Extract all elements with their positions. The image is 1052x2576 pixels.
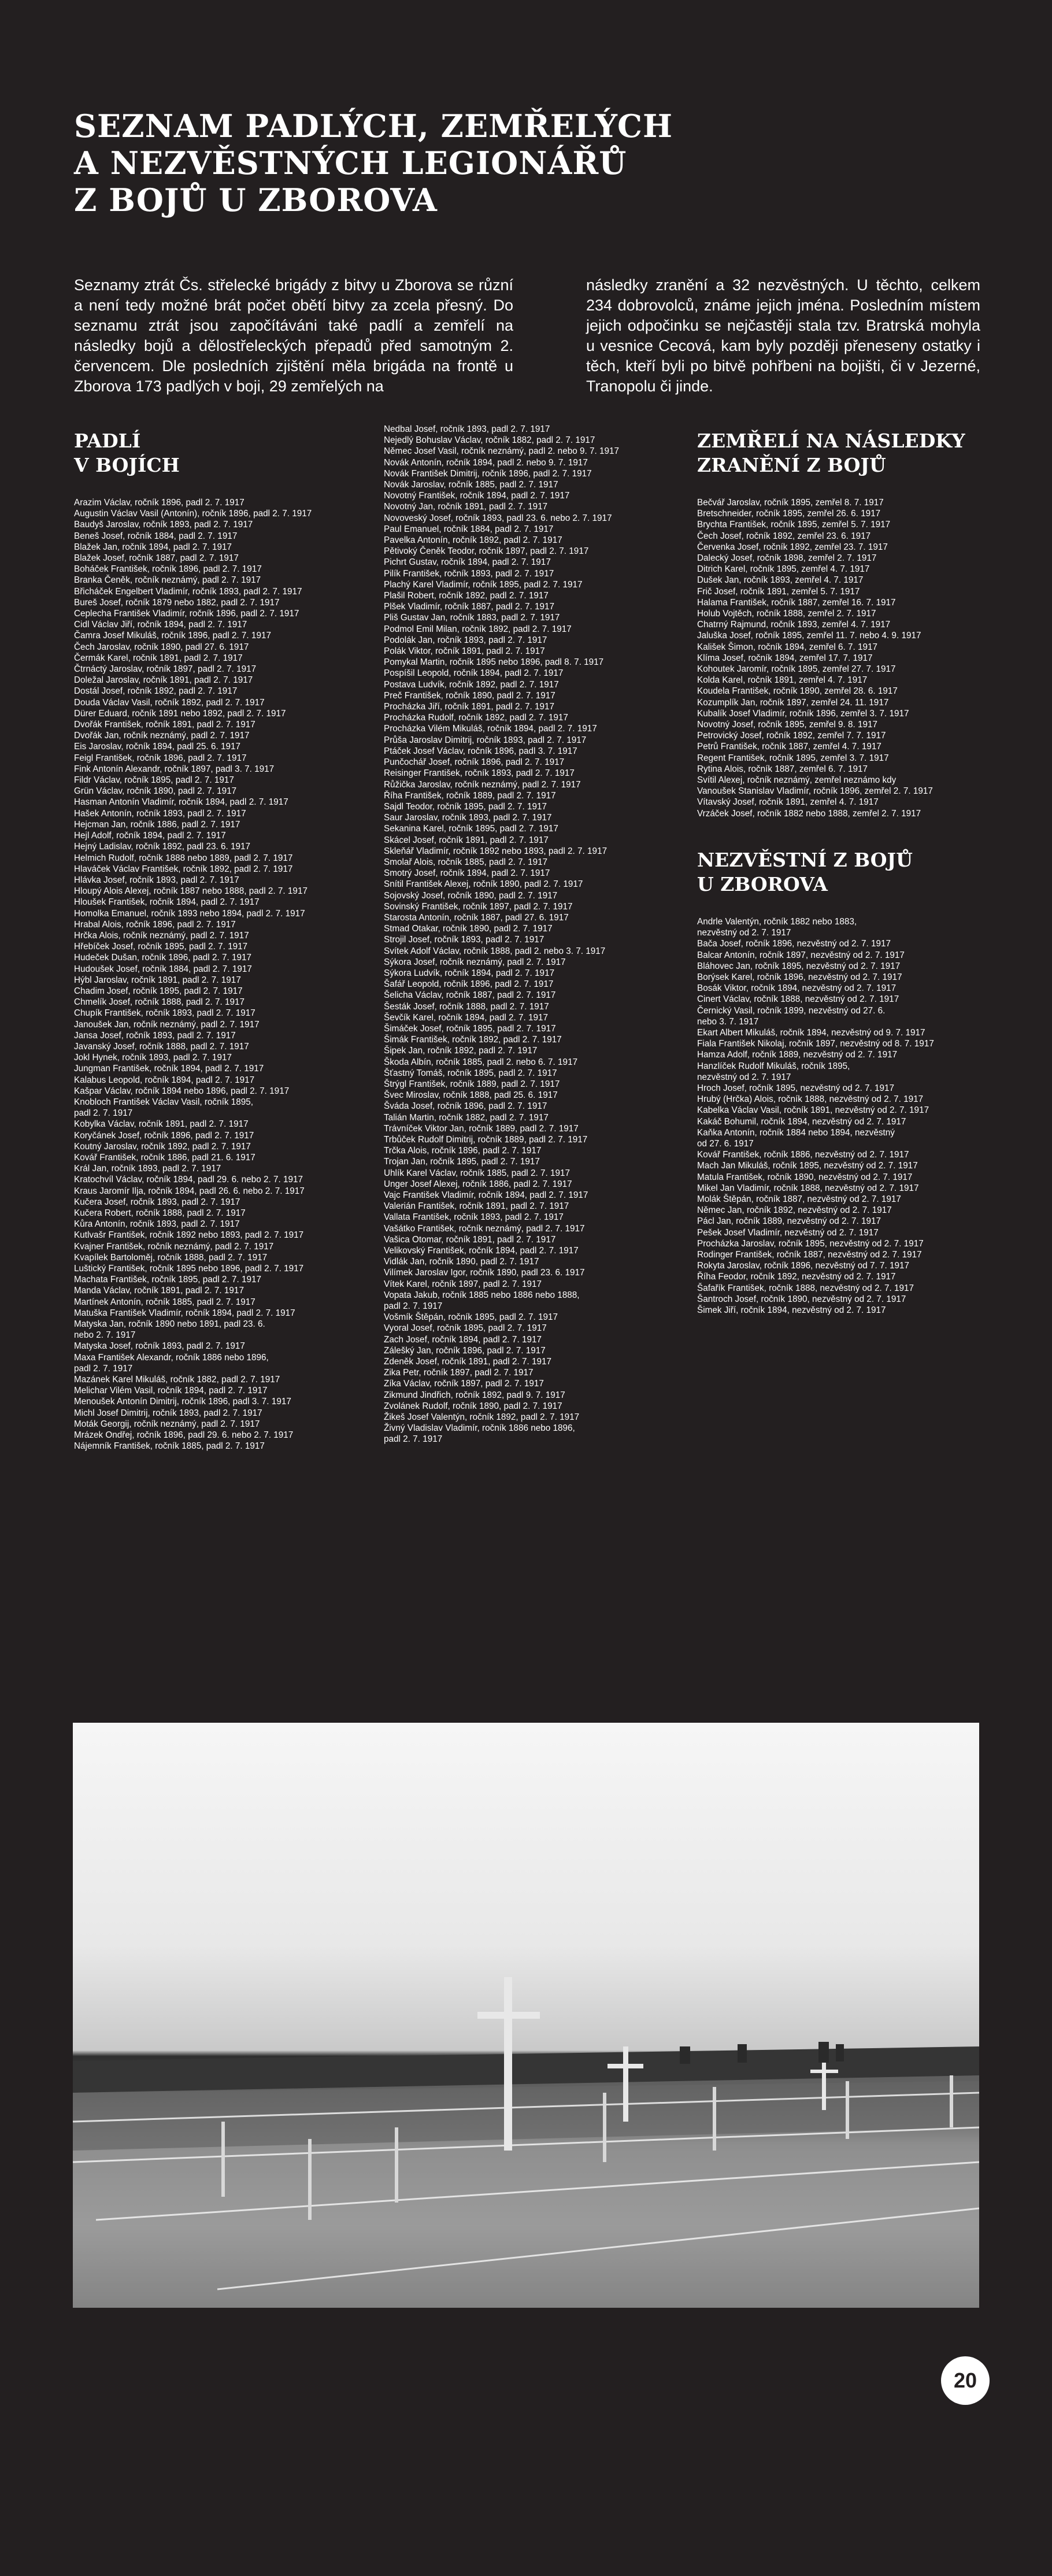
fallen-entry: Průša Jaroslav Dimitrij, ročník 1893, padl 2. 7. 1917: [384, 735, 587, 745]
fallen-entry: Jokl Hynek, ročník 1893, padl 2. 7. 1917: [74, 1053, 232, 1063]
fallen-entry: Vopata Jakub, ročník 1885 nebo 1886 nebo 1888,: [384, 1290, 580, 1300]
died-entry: Vítavský Josef, ročník 1891, zemřel 4. 7. 1917: [697, 797, 879, 808]
fallen-entry: Hloupý Alois Alexej, ročník 1887 nebo 1888, padl 2. 7. 1917: [74, 886, 308, 897]
died-entry: Novotný Josef, ročník 1895, zemřel 9. 8. 1917: [697, 720, 878, 730]
fallen-entry: Šimák František, ročník 1892, padl 2. 7. 1917: [384, 1035, 562, 1045]
fallen-entry: Koryčánek Josef, ročník 1896, padl 2. 7. 1917: [74, 1130, 254, 1141]
died-entry: Petrů František, ročník 1887, zemřel 4. 7. 1917: [697, 742, 881, 752]
missing-entry: nezvěstný od 2. 7. 1917: [697, 1072, 791, 1082]
died-entry: Bečvář Jaroslav, ročník 1895, zemřel 8. 7. 1917: [697, 498, 884, 508]
fallen-entry: Podmol Emil Milan, ročník 1892, padl 2. 7. 1917: [384, 624, 572, 634]
historical-photo-graves: [73, 1723, 979, 2308]
died-entry: Dalecký Josef, ročník 1898, zemřel 2. 7. 1917: [697, 553, 877, 564]
fallen-entry: Trojan Jan, ročník 1895, padl 2. 7. 1917: [384, 1157, 540, 1167]
fallen-entry: Mrázek Ondřej, ročník 1896, padl 29. 6. nebo 2. 7. 1917: [74, 1430, 294, 1441]
missing-entry: Šimek Jiří, ročník 1894, nezvěstný od 2. 7. 1917: [697, 1305, 886, 1315]
missing-entry: Pácl Jan, ročník 1889, nezvěstný od 2. 7. 1917: [697, 1216, 881, 1227]
fallen-entry: padl 2. 7. 1917: [384, 1434, 443, 1445]
fallen-entry: Hudeček Dušan, ročník 1896, padl 2. 7. 1917: [74, 953, 251, 963]
fallen-entry: Polák Viktor, ročník 1891, padl 2. 7. 1917: [384, 646, 545, 657]
fallen-entry: Sekanina Karel, ročník 1895, padl 2. 7. 1917: [384, 824, 558, 834]
died-entry: Brychta František, ročník 1895, zemřel 5. 7. 1917: [697, 520, 891, 530]
fallen-entry: Vašátko František, ročník neznámý, padl 2. 7. 1917: [384, 1223, 585, 1234]
section-heading-fallen: [74, 429, 375, 478]
missing-entry: Kaňka Antonín, ročník 1884 nebo 1894, nezvěstný: [697, 1127, 895, 1138]
fallen-entry: Pichrt Gustav, ročník 1894, padl 2. 7. 1917: [384, 557, 551, 568]
section-heading-missing: [697, 848, 998, 897]
fallen-entry: Douda Václav Vasil, ročník 1892, padl 2. 7. 1917: [74, 697, 265, 708]
fallen-entry: Šťastný Tomáš, ročník 1895, padl 2. 7. 1917: [384, 1068, 557, 1078]
missing-entry: nezvěstný od 2. 7. 1917: [697, 928, 791, 938]
fallen-entry: Čermák Karel, ročník 1891, padl 2. 7. 1917: [74, 653, 243, 663]
fallen-entry: Vilímek Jaroslav Igor, ročník 1890, padl 23. 6. 1917: [384, 1268, 585, 1278]
missing-entry: Pešek Josef Vladimír, nezvěstný od 2. 7. 1917: [697, 1227, 879, 1238]
died-entry: Vanoušek Stanislav Vladimír, ročník 1896, zemřel 2. 7. 1917: [697, 786, 933, 797]
fallen-entry: Šimáček Josef, ročník 1895, padl 2. 7. 1917: [384, 1023, 556, 1034]
died-entry: Holub Vojtěch, ročník 1888, zemřel 2. 7. 1917: [697, 609, 876, 619]
died-entry: Kubalík Josef Vladimír, ročník 1896, zemřel 3. 7. 1917: [697, 708, 909, 719]
fallen-entry: Pavelka Antonín, ročník 1892, padl 2. 7. 1917: [384, 535, 562, 546]
title-line: A NEZVĚSTNÝCH LEGIONÁŘŮ: [74, 145, 627, 182]
missing-entry: Borýsek Karel, ročník 1896, nezvěstný od 2. 7. 1917: [697, 972, 902, 982]
heading-line: ZEMŘELÍ NA NÁSLEDKY: [697, 430, 965, 452]
intro-text-left: Seznamy ztrát Čs. střelecké brigády z bitvy u Zborova se různí a není tedy možné brát počet obětí bitvy za zcela přesný. Do seznamu ztrát jsou započítáváni také padlí a zemřelí na následky bojů a dělostřeleckých přepadů před samotným 2. červencem. Dle posledních zjištění měla brigáda na frontě u Zborova 173 padlých v boji, 29 zemřelých na: [74, 276, 513, 395]
fallen-entry: Hašek Antonín, ročník 1893, padl 2. 7. 1917: [74, 808, 246, 819]
page-title: [74, 108, 710, 219]
died-entry: Kališek Šimon, ročník 1894, zemřel 6. 7. 1917: [697, 642, 878, 652]
fallen-entry: Fildr Václav, ročník 1895, padl 2. 7. 1917: [74, 775, 234, 786]
fallen-entry: Blažek Josef, ročník 1887, padl 2. 7. 1917: [74, 553, 239, 564]
fallen-entry: Trávníček Viktor Jan, ročník 1889, padl 2. 7. 1917: [384, 1123, 579, 1134]
title-line: Z BOJŮ U ZBOROVA: [74, 182, 438, 219]
fallen-entry: Trbůček Rudolf Dimitrij, ročník 1889, padl 2. 7. 1917: [384, 1135, 588, 1145]
fallen-entry: Zach Josef, ročník 1894, padl 2. 7. 1917: [384, 1334, 542, 1345]
fallen-entry: Vošmík Štěpán, ročník 1895, padl 2. 7. 1917: [384, 1312, 558, 1323]
fallen-entry: Hudoušek Josef, ročník 1884, padl 2. 7. 1917: [74, 964, 252, 974]
fallen-entry: Melichar Vilém Vasil, ročník 1894, padl 2. 7. 1917: [74, 1386, 268, 1396]
missing-entry: Mikel Jan Vladimír, ročník 1888, nezvěstný od 2. 7. 1917: [697, 1183, 919, 1193]
fallen-entry: Švec Miroslav, ročník 1888, padl 25. 6. 1917: [384, 1090, 558, 1101]
missing-entry: Kovář František, ročník 1886, nezvěstný od 2. 7. 1917: [697, 1150, 909, 1160]
died-entry: Svítil Alexej, ročník neznámý, zemřel neznámo kdy: [697, 775, 897, 786]
fallen-entry: Manda Václav, ročník 1891, padl 2. 7. 1917: [74, 1286, 244, 1296]
fallen-entry: Augustin Václav Vasil (Antonín), ročník 1896, padl 2. 7. 1917: [74, 509, 312, 519]
fallen-entry: Hrabal Alois, ročník 1896, padl 2. 7. 1917: [74, 919, 236, 930]
fallen-entry: Novoveský Josef, ročník 1893, padl 23. 6. nebo 2. 7. 1917: [384, 513, 612, 523]
fallen-entry: Velikovský František, ročník 1894, padl 2. 7. 1917: [384, 1246, 579, 1256]
fallen-entry: Plašil Robert, ročník 1892, padl 2. 7. 1917: [384, 591, 549, 601]
fallen-entry: Saur Jaroslav, ročník 1893, padl 2. 7. 1917: [384, 813, 552, 823]
fallen-entry: Čtrnáctý Jaroslav, ročník 1897, padl 2. 7. 1917: [74, 664, 257, 675]
fallen-entry: Matyska Jan, ročník 1890 nebo 1891, padl 23. 6.: [74, 1319, 265, 1330]
heading-line: ZRANĚNÍ Z BOJŮ: [697, 454, 886, 476]
missing-entry: od 27. 6. 1917: [697, 1138, 754, 1149]
missing-entry: Rodinger František, ročník 1887, nezvěstný od 2. 7. 1917: [697, 1249, 922, 1260]
fallen-entry: Břicháček Engelbert Vladimír, ročník 1893, padl 2. 7. 1917: [74, 586, 302, 597]
fallen-entry: Kraus Jaromír Ilja, ročník 1894, padl 26. 6. nebo 2. 7. 1917: [74, 1186, 305, 1196]
fallen-entry: Novotný František, ročník 1894, padl 2. 7. 1917: [384, 491, 570, 501]
missing-entry: Matula František, ročník 1890, nezvěstný od 2. 7. 1917: [697, 1172, 913, 1182]
missing-entry: Šafařík František, ročník 1888, nezvěstný od 2. 7. 1917: [697, 1283, 914, 1293]
fallen-entry: Boháček František, ročník 1896, padl 2. 7. 1917: [74, 564, 262, 575]
fallen-entry: Kašpar Václav, ročník 1894 nebo 1896, padl 2. 7. 1917: [74, 1086, 290, 1096]
heading-line: NEZVĚSTNÍ Z BOJŮ: [697, 848, 913, 871]
died-entry: Bretschneider, ročník 1895, zemřel 26. 6. 1917: [697, 509, 881, 519]
missing-entry: Říha Feodor, ročník 1892, nezvěstný od 2. 7. 1917: [697, 1272, 896, 1282]
fallen-entry: Pospíšil Leopold, ročník 1894, padl 2. 7. 1917: [384, 668, 564, 679]
fallen-entry: Říha František, ročník 1889, padl 2. 7. 1917: [384, 790, 556, 801]
section-heading-died: [697, 429, 998, 478]
died-list: [697, 497, 998, 819]
died-entry: Halama František, ročník 1887, zemřel 16. 7. 1917: [697, 597, 896, 608]
missing-entry: Kabelka Václav Vasil, ročník 1891, nezvěstný od 2. 7. 1917: [697, 1105, 929, 1116]
fallen-entry: Mazánek Karel Mikuláš, ročník 1882, padl 2. 7. 1917: [74, 1375, 280, 1385]
intro-text-right: následky zranění a 32 nezvěstných. U těchto, celkem 234 dobrovolců, známe jejich jména. Posledním místem jejich odpočinku se nejčastěji stala tzv. Bratrská mohyla u vesnice Cecová, kam byly později přeneseny ostatky i těch, kteří byli po bitvě pohřbeni na bojišti, či v Jezerné, Tranopolu či jinde.: [586, 276, 980, 395]
fallen-entry: Kutlvašr František, ročník 1892 nebo 1893, padl 2. 7. 1917: [74, 1230, 304, 1241]
fallen-entry: Kůra Antonín, ročník 1893, padl 2. 7. 1917: [74, 1219, 240, 1230]
missing-entry: Ekart Albert Mikuláš, ročník 1894, nezvěstný od 9. 7. 1917: [697, 1027, 925, 1038]
fallen-entry: Starosta Antonín, ročník 1887, padl 27. 6. 1917: [384, 912, 569, 923]
died-entry: Kohoutek Jaromír, ročník 1895, zemřel 27. 7. 1917: [697, 664, 896, 675]
fallen-entry: Knobloch František Václav Vasil, ročník 1895,: [74, 1097, 254, 1107]
fallen-entry: Chmelík Josef, ročník 1888, padl 2. 7. 1917: [74, 997, 245, 1008]
died-entry: Červenka Josef, ročník 1892, zemřel 23. 7. 1917: [697, 542, 888, 552]
fallen-entry: Ptáček Josef Václav, ročník 1896, padl 3. 7. 1917: [384, 746, 577, 756]
fallen-entry: Ceplecha František Vladimír, ročník 1896, padl 2. 7. 1917: [74, 609, 299, 619]
died-entry: Kozumplík Jan, ročník 1897, zemřel 24. 11. 1917: [697, 697, 889, 708]
fallen-entry: Němec Josef Vasil, ročník neznámý, padl 2. nebo 9. 7. 1917: [384, 446, 620, 457]
fallen-entry: Ševčík Karel, ročník 1894, padl 2. 7. 1917: [384, 1012, 549, 1023]
fallen-entry: Král Jan, ročník 1893, padl 2. 7. 1917: [74, 1164, 221, 1174]
fallen-entry: Koutný Jaroslav, ročník 1892, padl 2. 7. 1917: [74, 1141, 251, 1152]
fallen-entry: Janoušek Jan, ročník neznámý, padl 2. 7. 1917: [74, 1019, 260, 1030]
missing-entry: Molák Štěpán, ročník 1887, nezvěstný od 2. 7. 1917: [697, 1194, 901, 1204]
fallen-entry: Procházka Vilém Mikuláš, ročník 1894, padl 2. 7. 1917: [384, 724, 597, 734]
fallen-entry: Eis Jaroslav, ročník 1894, padl 25. 6. 1917: [74, 742, 240, 752]
fallen-entry: Kvajner František, ročník neznámý, padl 2. 7. 1917: [74, 1241, 274, 1252]
fallen-column-2: [384, 424, 684, 1445]
fallen-entry: Reisinger František, ročník 1893, padl 2. 7. 1917: [384, 768, 575, 779]
missing-entry: Němec Jan, ročník 1892, nezvěstný od 2. 7. 1917: [697, 1205, 892, 1216]
fallen-entry: Svítek Adolf Václav, ročník 1888, padl 2. nebo 3. 7. 1917: [384, 946, 606, 956]
missing-entry: Bláhovec Jan, ročník 1895, nezvěstný od 2. 7. 1917: [697, 961, 901, 971]
fallen-entry: Šesták Josef, ročník 1888, padl 2. 7. 1917: [384, 1001, 549, 1012]
fallen-entry: Růžička Jaroslav, ročník neznámý, padl 2. 7. 1917: [384, 779, 581, 790]
missing-entry: Kakáč Bohumil, ročník 1894, nezvěstný od 2. 7. 1917: [697, 1116, 906, 1127]
missing-list: [697, 916, 998, 1316]
missing-entry: Hrubý (Hrčka) Alois, ročník 1888, nezvěstný od 2. 7. 1917: [697, 1094, 924, 1105]
fallen-entry: Sajdl Teodor, ročník 1895, padl 2. 7. 1917: [384, 801, 547, 812]
heading-line: V BOJÍCH: [74, 454, 180, 476]
fallen-entry: Chadim Josef, ročník 1895, padl 2. 7. 1917: [74, 986, 243, 996]
fallen-entry: Hejný Ladislav, ročník 1892, padl 23. 6. 1917: [74, 842, 251, 852]
fallen-entry: Hloušek František, ročník 1894, padl 2. 7. 1917: [74, 897, 260, 908]
fallen-entry: Trčka Alois, ročník 1896, padl 2. 7. 1917: [384, 1146, 542, 1156]
fallen-entry: Plšek Vladimír, ročník 1887, padl 2. 7. 1917: [384, 602, 555, 612]
fallen-entry: Kratochvíl Václav, ročník 1894, padl 29. 6. nebo 2. 7. 1917: [74, 1175, 303, 1185]
fallen-entry: Procházka Rudolf, ročník 1892, padl 2. 7. 1917: [384, 713, 568, 723]
fallen-entry: Talián Martin, ročník 1882, padl 2. 7. 1917: [384, 1112, 549, 1123]
missing-entry: Rokyta Jaroslav, ročník 1896, nezvěstný od 7. 7. 1917: [697, 1261, 910, 1271]
fallen-entry: Škoda Albín, ročník 1885, padl 2. nebo 6. 7. 1917: [384, 1057, 578, 1067]
fallen-entry: Hlávka Josef, ročník 1893, padl 2. 7. 1917: [74, 875, 239, 885]
missing-entry: Fiala František Nikolaj, ročník 1897, nezvěstný od 8. 7. 1917: [697, 1039, 934, 1049]
fallen-entry: Novák František Dimitrij, ročník 1896, padl 2. 7. 1917: [384, 468, 592, 479]
died-entry: Dušek Jan, ročník 1893, zemřel 4. 7. 1917: [697, 575, 864, 586]
died-entry: Frič Josef, ročník 1891, zemřel 5. 7. 1917: [697, 586, 860, 597]
fallen-entry: Uhlík Karel Václav, ročník 1885, padl 2. 7. 1917: [384, 1168, 570, 1178]
fallen-entry: Hasman Antonín Vladimír, ročník 1894, padl 2. 7. 1917: [74, 797, 288, 808]
fallen-entry: Šafář Leopold, ročník 1896, padl 2. 7. 1917: [384, 979, 554, 990]
fallen-entry: Zdeněk Josef, ročník 1891, padl 2. 7. 1917: [384, 1357, 551, 1367]
fallen-entry: Matyska Josef, ročník 1893, padl 2. 7. 1917: [74, 1341, 245, 1352]
fallen-entry: Homolka Emanuel, ročník 1893 nebo 1894, padl 2. 7. 1917: [74, 908, 305, 919]
fallen-entry: Šváda Josef, ročník 1896, padl 2. 7. 1917: [384, 1101, 547, 1112]
fallen-entry: Preč František, ročník 1890, padl 2. 7. 1917: [384, 690, 555, 701]
fallen-entry: Nedbal Josef, ročník 1893, padl 2. 7. 1917: [384, 424, 550, 434]
fallen-entry: Machata František, ročník 1895, padl 2. 7. 1917: [74, 1275, 261, 1285]
fallen-entry: Matuška František Vladimír, ročník 1894, padl 2. 7. 1917: [74, 1308, 295, 1318]
fallen-list-1: [74, 497, 375, 1452]
fallen-entry: Javanský Josef, ročník 1888, padl 2. 7. 1917: [74, 1041, 249, 1052]
fallen-entry: Novák Jaroslav, ročník 1885, padl 2. 7. 1917: [384, 480, 558, 490]
fallen-column-1: [74, 429, 375, 1452]
fallen-entry: Arazim Václav, ročník 1896, padl 2. 7. 1917: [74, 498, 245, 508]
fallen-entry: Zálešký Jan, ročník 1896, padl 2. 7. 1917: [384, 1345, 546, 1356]
fallen-entry: Žikeš Josef Valentýn, ročník 1892, padl 2. 7. 1917: [384, 1412, 580, 1423]
fallen-entry: Novák Antonín, ročník 1894, padl 2. nebo 9. 7. 1917: [384, 457, 588, 468]
fallen-entry: Vašica Otomar, ročník 1891, padl 2. 7. 1917: [384, 1234, 556, 1245]
fallen-entry: Šelicha Václav, ročník 1887, padl 2. 7. 1917: [384, 990, 556, 1001]
fallen-entry: Dürer Eduard, ročník 1891 nebo 1892, padl 2. 7. 1917: [74, 708, 286, 719]
missing-entry: Mach Jan Mikuláš, ročník 1895, nezvěstný od 2. 7. 1917: [697, 1161, 918, 1171]
died-entry: Kolda Karel, ročník 1891, zemřel 4. 7. 1917: [697, 675, 868, 686]
heading-line: U ZBOROVA: [697, 872, 828, 895]
fallen-list-2: [384, 424, 684, 1445]
fallen-entry: Pětivoký Čeněk Teodor, ročník 1897, padl 2. 7. 1917: [384, 546, 589, 557]
fallen-entry: Vallata František, ročník 1893, padl 2. 7. 1917: [384, 1212, 564, 1223]
fallen-entry: Strojil Josef, ročník 1893, padl 2. 7. 1917: [384, 935, 544, 945]
died-entry: Čech Josef, ročník 1892, zemřel 23. 6. 1917: [697, 531, 871, 541]
fallen-entry: Pliš Gustav Jan, ročník 1883, padl 2. 7. 1917: [384, 613, 560, 623]
fallen-entry: Smolař Alois, ročník 1885, padl 2. 7. 1917: [384, 857, 548, 867]
fallen-entry: Grün Václav, ročník 1890, padl 2. 7. 1917: [74, 786, 237, 797]
heading-line: PADLÍ: [74, 430, 141, 452]
fallen-entry: Hejl Adolf, ročník 1894, padl 2. 7. 1917: [74, 831, 226, 841]
fallen-entry: Sýkora Ludvík, ročník 1894, padl 2. 7. 1917: [384, 968, 555, 978]
fallen-entry: Hýbl Jaroslav, ročník 1891, padl 2. 7. 1917: [74, 975, 241, 985]
fallen-entry: Branka Čeněk, ročník neznámý, padl 2. 7. 1917: [74, 575, 261, 586]
fallen-entry: Sovinský František, ročník 1897, padl 2. 7. 1917: [384, 901, 573, 912]
fallen-entry: Skácel Josef, ročník 1891, padl 2. 7. 1917: [384, 835, 549, 845]
died-entry: Klíma Josef, ročník 1894, zemřel 17. 7. 1917: [697, 653, 873, 663]
missing-entry: Andrle Valentýn, ročník 1882 nebo 1883,: [697, 916, 857, 927]
missing-entry: Bača Josef, ročník 1896, nezvěstný od 2. 7. 1917: [697, 939, 891, 949]
fallen-entry: Snítil František Alexej, ročník 1890, padl 2. 7. 1917: [384, 879, 583, 890]
fallen-entry: Dvořák Jan, ročník neznámý, padl 2. 7. 1917: [74, 731, 250, 741]
fallen-entry: Sýkora Josef, ročník neznámý, padl 2. 7. 1917: [384, 957, 566, 967]
title-line: SEZNAM PADLÝCH, ZEMŘELÝCH: [74, 108, 673, 145]
page-number: 20: [941, 2356, 990, 2405]
fallen-entry: Kučera Josef, ročník 1893, padl 2. 7. 1917: [74, 1197, 240, 1207]
fallen-entry: Kučera Robert, ročník 1888, padl 2. 7. 1917: [74, 1208, 246, 1218]
fallen-entry: Dvořák František, ročník 1891, padl 2. 7. 1917: [74, 720, 255, 730]
died-entry: Chatrný Rajmund, ročník 1893, zemřel 4. 7. 1917: [697, 620, 891, 630]
died-entry: Regent František, ročník 1895, zemřel 3. 7. 1917: [697, 753, 889, 763]
fallen-entry: Štrýgl František, ročník 1889, padl 2. 7. 1917: [384, 1079, 560, 1089]
died-entry: Petrovický Josef, ročník 1892, zemřel 7. 7. 1917: [697, 731, 886, 741]
fallen-entry: Beneš Josef, ročník 1884, padl 2. 7. 1917: [74, 531, 238, 541]
fallen-entry: Kovář František, ročník 1886, padl 21. 6. 1917: [74, 1152, 255, 1163]
fallen-entry: Kvapílek Bartoloměj, ročník 1888, padl 2. 7. 1917: [74, 1252, 268, 1263]
missing-entry: Hanzlíček Rudolf Mikuláš, ročník 1895,: [697, 1061, 850, 1071]
fallen-entry: Podolák Jan, ročník 1893, padl 2. 7. 1917: [384, 635, 547, 645]
died-entry: Ditrich Karel, ročník 1895, zemřel 4. 7. 1917: [697, 564, 870, 575]
missing-entry: Balcar Antonín, ročník 1897, nezvěstný od 2. 7. 1917: [697, 950, 905, 960]
fallen-entry: Pomykal Martin, ročník 1895 nebo 1896, padl 8. 7. 1917: [384, 657, 604, 668]
missing-entry: nebo 3. 7. 1917: [697, 1016, 759, 1027]
fallen-entry: Dostál Josef, ročník 1892, padl 2. 7. 1917: [74, 686, 238, 697]
missing-entry: Hroch Josef, ročník 1895, nezvěstný od 2. 7. 1917: [697, 1083, 894, 1093]
fallen-entry: Fink Antonín Alexandr, ročník 1897, padl 3. 7. 1917: [74, 764, 275, 774]
fallen-entry: Cidl Václav Jiří, ročník 1894, padl 2. 7. 1917: [74, 620, 247, 630]
died-column: [697, 429, 998, 1316]
fallen-entry: Feigl František, ročník 1896, padl 2. 7. 1917: [74, 753, 247, 763]
fallen-entry: Postava Ludvík, ročník 1892, padl 2. 7. 1917: [384, 679, 559, 690]
fallen-entry: Skleňář Vladimír, ročník 1892 nebo 1893, padl 2. 7. 1917: [384, 846, 608, 856]
fallen-entry: Punčochář Josef, ročník 1896, padl 2. 7. 1917: [384, 757, 565, 768]
fallen-entry: nebo 2. 7. 1917: [74, 1330, 136, 1341]
fallen-entry: Vyoral Josef, ročník 1895, padl 2. 7. 1917: [384, 1323, 547, 1334]
fallen-entry: Zíka Václav, ročník 1897, padl 2. 7. 1917: [384, 1379, 544, 1389]
died-entry: Jaluška Josef, ročník 1895, zemřel 11. 7. nebo 4. 9. 1917: [697, 631, 921, 641]
fallen-entry: Kalabus Leopold, ročník 1894, padl 2. 7. 1917: [74, 1075, 255, 1085]
died-entry: Rytina Alois, ročník 1887, zemřel 6. 7. 1917: [697, 764, 868, 774]
fallen-entry: Michl Josef Dimitrij, ročník 1893, padl 2. 7. 1917: [74, 1408, 262, 1418]
fallen-entry: Martínek Antonín, ročník 1885, padl 2. 7. 1917: [74, 1297, 255, 1307]
fallen-entry: Paul Emanuel, ročník 1884, padl 2. 7. 1917: [384, 524, 554, 534]
fallen-entry: Sojovský Josef, ročník 1890, padl 2. 7. 1917: [384, 890, 558, 901]
missing-entry: Procházka Jaroslav, ročník 1895, nezvěstný od 2. 7. 1917: [697, 1238, 924, 1249]
fallen-entry: Menoušek Antonín Dimitrij, ročník 1896, padl 3. 7. 1917: [74, 1397, 291, 1407]
missing-entry: Šantroch Josef, ročník 1890, nezvěstný od 2. 7. 1917: [697, 1294, 906, 1304]
fallen-entry: Maxa František Alexandr, ročník 1886 nebo 1896,: [74, 1352, 269, 1363]
fallen-entry: Luštický František, ročník 1895 nebo 1896, padl 2. 7. 1917: [74, 1264, 304, 1274]
fallen-entry: padl 2. 7. 1917: [384, 1301, 443, 1312]
fallen-entry: Zvolánek Rudolf, ročník 1890, padl 2. 7. 1917: [384, 1401, 562, 1411]
fallen-entry: Zikmund Jindřich, ročník 1892, padl 9. 7. 1917: [384, 1390, 565, 1400]
fallen-entry: Čamra Josef Mikuláš, ročník 1896, padl 2. 7. 1917: [74, 631, 271, 641]
fallen-entry: Doležal Jaroslav, ročník 1891, padl 2. 7. 1917: [74, 675, 253, 686]
fallen-entry: Nájemník František, ročník 1885, padl 2. 7. 1917: [74, 1441, 265, 1452]
fallen-entry: Vidlák Jan, ročník 1890, padl 2. 7. 1917: [384, 1257, 539, 1267]
fallen-entry: Kobylka Václav, ročník 1891, padl 2. 7. 1917: [74, 1119, 249, 1130]
fallen-entry: Hřebíček Josef, ročník 1895, padl 2. 7. 1917: [74, 942, 248, 952]
fallen-entry: padl 2. 7. 1917: [74, 1363, 133, 1374]
fallen-entry: Hejcman Jan, ročník 1886, padl 2. 7. 1917: [74, 819, 240, 830]
fallen-entry: Smotrý Josef, ročník 1894, padl 2. 7. 1917: [384, 868, 550, 879]
fallen-entry: Stmad Otakar, ročník 1890, padl 2. 7. 1917: [384, 924, 553, 934]
fallen-entry: Novotný Jan, ročník 1891, padl 2. 7. 1917: [384, 502, 548, 512]
fallen-entry: Vítek Karel, ročník 1897, padl 2. 7. 1917: [384, 1279, 542, 1289]
fallen-entry: Pilík František, ročník 1893, padl 2. 7. 1917: [384, 568, 554, 579]
fallen-entry: Blažek Jan, ročník 1894, padl 2. 7. 1917: [74, 542, 232, 552]
died-entry: Koudela František, ročník 1890, zemřel 28. 6. 1917: [697, 686, 898, 697]
fallen-entry: Hrčka Alois, ročník neznámý, padl 2. 7. 1917: [74, 930, 249, 941]
fallen-entry: Procházka Jiří, ročník 1891, padl 2. 7. 1917: [384, 702, 555, 712]
fallen-entry: Jungman František, ročník 1894, padl 2. 7. 1917: [74, 1064, 264, 1074]
fallen-entry: padl 2. 7. 1917: [74, 1108, 133, 1119]
fallen-entry: Helmich Rudolf, ročník 1888 nebo 1889, padl 2. 7. 1917: [74, 853, 293, 863]
fallen-entry: Jansa Josef, ročník 1893, padl 2. 7. 1917: [74, 1030, 236, 1041]
fallen-entry: Unger Josef Alexej, ročník 1886, padl 2. 7. 1917: [384, 1179, 572, 1189]
fallen-entry: Živný Vladislav Vladimír, ročník 1886 nebo 1896,: [384, 1423, 575, 1434]
fallen-entry: Vajc František Vladimír, ročník 1894, padl 2. 7. 1917: [384, 1190, 588, 1201]
fallen-entry: Valerián František, ročník 1891, padl 2. 7. 1917: [384, 1201, 569, 1212]
fallen-entry: Nejedlý Bohuslav Václav, ročník 1882, padl 2. 7. 1917: [384, 435, 595, 446]
fallen-entry: Zika Petr, ročník 1897, padl 2. 7. 1917: [384, 1368, 534, 1378]
fallen-entry: Čech Jaroslav, ročník 1890, padl 27. 6. 1917: [74, 642, 249, 652]
died-entry: Vrzáček Josef, ročník 1882 nebo 1888, zemřel 2. 7. 1917: [697, 808, 921, 819]
fallen-entry: Šipek Jan, ročník 1892, padl 2. 7. 1917: [384, 1046, 538, 1056]
fallen-entry: Bureš Josef, ročník 1879 nebo 1882, padl 2. 7. 1917: [74, 597, 280, 608]
missing-entry: Černický Vasil, ročník 1899, nezvěstný od 27. 6.: [697, 1005, 886, 1016]
fallen-entry: Hlaváček Václav František, ročník 1892, padl 2. 7. 1917: [74, 864, 293, 874]
missing-entry: Hamza Adolf, ročník 1889, nezvěstný od 2. 7. 1917: [697, 1050, 898, 1060]
fallen-entry: Baudyš Jaroslav, ročník 1893, padl 2. 7. 1917: [74, 520, 253, 530]
fallen-entry: Moták Georgij, ročník neznámý, padl 2. 7. 1917: [74, 1419, 260, 1429]
missing-entry: Cinert Václav, ročník 1888, nezvěstný od 2. 7. 1917: [697, 994, 899, 1005]
fallen-entry: Chupík František, ročník 1893, padl 2. 7. 1917: [74, 1008, 255, 1019]
fallen-entry: Plachý Karel Vladimír, ročník 1895, padl 2. 7. 1917: [384, 579, 583, 590]
missing-entry: Bosák Viktor, ročník 1894, nezvěstný od 2. 7. 1917: [697, 983, 897, 994]
